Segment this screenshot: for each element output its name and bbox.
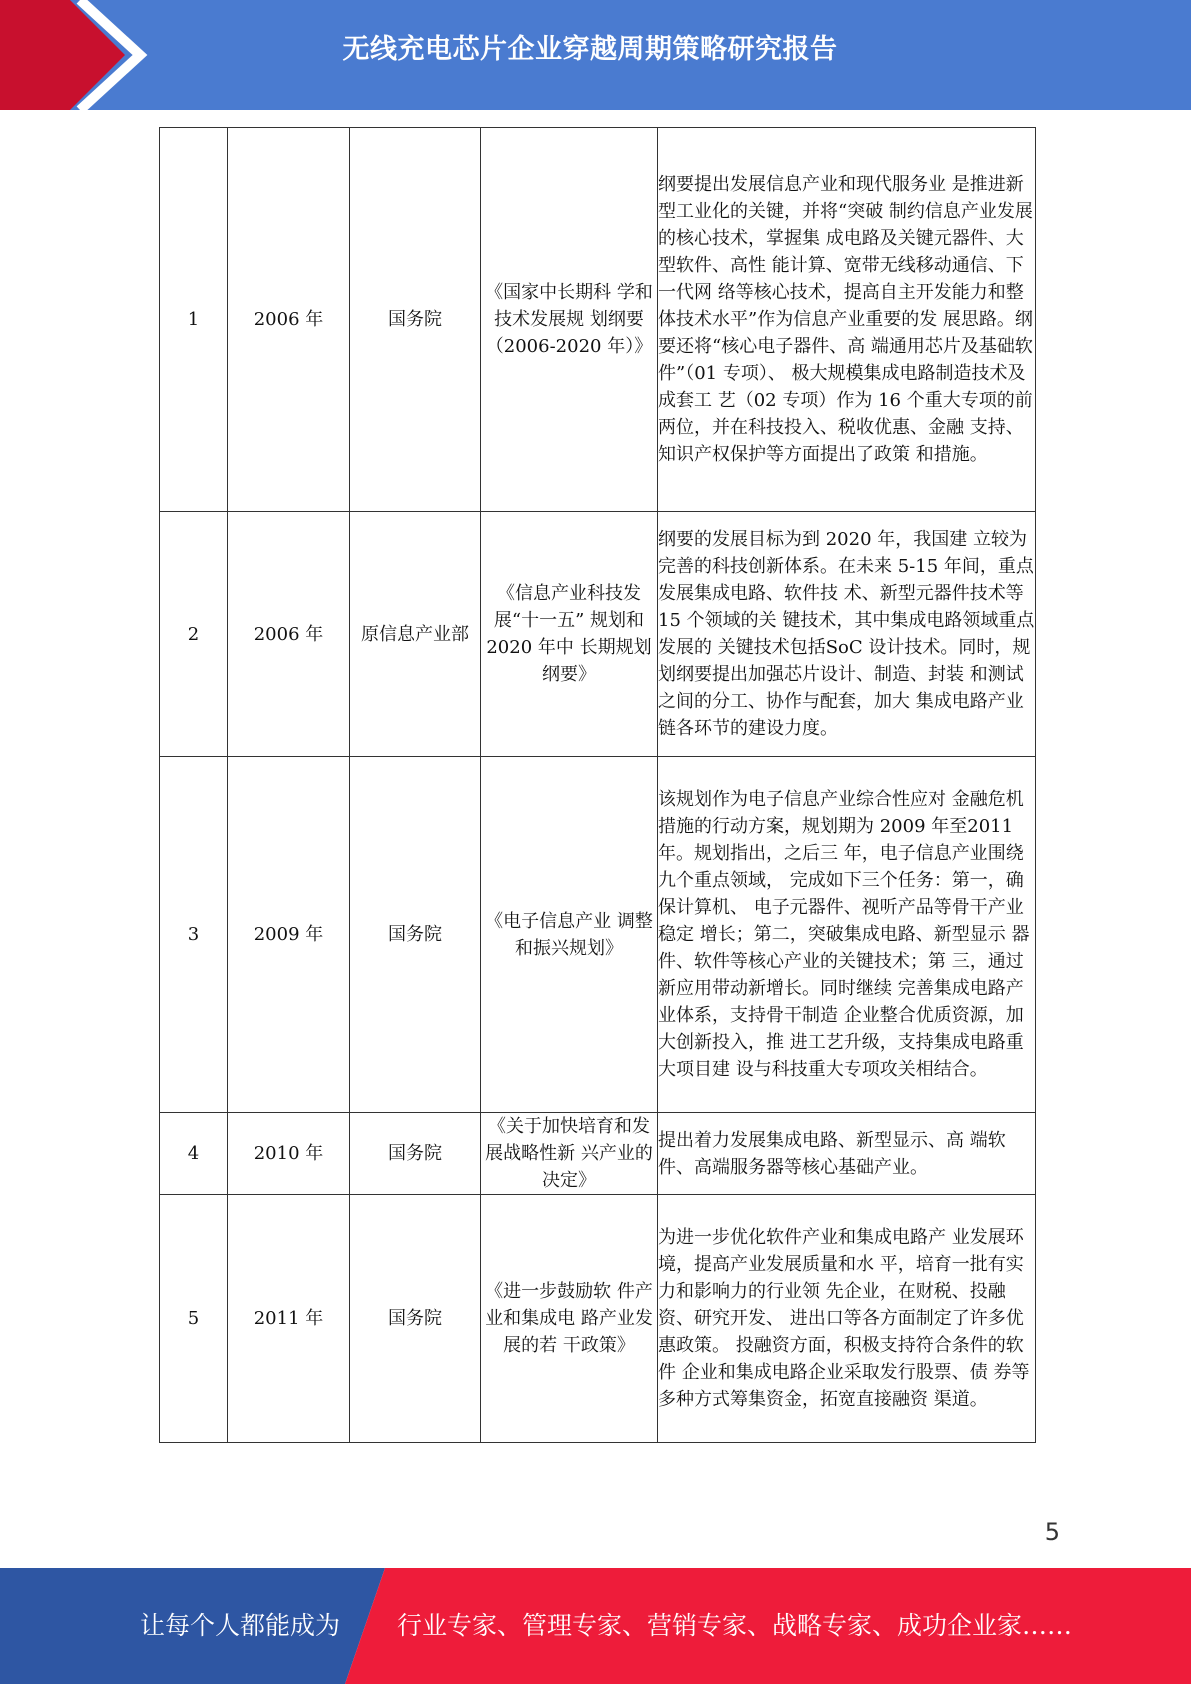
report-title: 无线充电芯片企业穿越周期策略研究报告 bbox=[342, 34, 838, 65]
row-description: 纲要的发展目标为到 2020 年，我国建 立较为完善的科技创新体系。在未来 5-15 年间，重点发展集成电路、软件技 术、新型元器件技术等 15 个领域的关 键技术，其中集成电路领域重点发展的 关键技术包括SoC 设计技术。同时，规 划纲要提出加强芯片设计、制造、封装 和测试之间的分工、协作与配套，加大 集成电路产业链各环节的建设力度。 bbox=[658, 512, 1036, 757]
row-organization: 原信息产业部 bbox=[350, 512, 481, 757]
page-header bbox=[0, 0, 1191, 110]
table-row bbox=[160, 1195, 1036, 1443]
row-document: 《关于加快培育和发展战略性新 兴产业的决定》 bbox=[481, 1113, 658, 1195]
row-document: 《国家中长期科 学和技术发展规 划纲要（2006-2020 年）》 bbox=[481, 128, 658, 512]
table-row bbox=[160, 128, 1036, 512]
footer-slogan-left: 让每个人都能成为 bbox=[140, 1611, 341, 1640]
table-row bbox=[160, 757, 1036, 1113]
row-number: 5 bbox=[160, 1195, 228, 1443]
table-row bbox=[160, 512, 1036, 757]
row-organization: 国务院 bbox=[350, 1113, 481, 1195]
row-year: 2011 年 bbox=[228, 1195, 350, 1443]
header-arrow-decoration bbox=[0, 0, 150, 110]
row-document: 《进一步鼓励软 件产业和集成电 路产业发展的若 干政策》 bbox=[481, 1195, 658, 1443]
row-organization: 国务院 bbox=[350, 128, 481, 512]
row-year: 2006 年 bbox=[228, 512, 350, 757]
row-document: 《信息产业科技发展“十一五” 规划和 2020 年中 长期规划纲要》 bbox=[481, 512, 658, 757]
footer-slogan-right: 行业专家、管理专家、营销专家、战略专家、成功企业家…… bbox=[397, 1611, 1073, 1640]
page-number: 5 bbox=[1044, 1518, 1060, 1546]
row-year: 2009 年 bbox=[228, 757, 350, 1113]
row-organization: 国务院 bbox=[350, 1195, 481, 1443]
row-year: 2010 年 bbox=[228, 1113, 350, 1195]
row-number: 3 bbox=[160, 757, 228, 1113]
page-footer bbox=[0, 1568, 1191, 1684]
row-description: 为进一步优化软件产业和集成电路产 业发展环境，提高产业发展质量和水 平，培育一批有实力和影响力的行业领 先企业，在财税、投融资、研究开发、 进出口等各方面制定了许多优惠政策。 投融资方面，积极支持符合条件的软件 企业和集成电路企业采取发行股票、债 券等多种方式筹集资金，拓宽直接融资 渠道。 bbox=[658, 1195, 1036, 1443]
row-description: 纲要提出发展信息产业和现代服务业 是推进新型工业化的关键，并将“突破 制约信息产业发展的核心技术，掌握集 成电路及关键元器件、大型软件、高性 能计算、宽带无线移动通信、下一代网 络等核心技术，提高自主开发能力和整 体技术水平”作为信息产业重要的发 展思路。纲要还将“核心电子器件、高 端通用芯片及基础软件”（01 专项）、 极大规模集成电路制造技术及成套工 艺（02 专项）作为 16 个重大专项的前 两位，并在科技投入、税收优惠、金融 支持、知识产权保护等方面提出了政策 和措施。 bbox=[658, 128, 1036, 512]
row-description: 该规划作为电子信息产业综合性应对 金融危机措施的行动方案，规划期为 2009 年至2011 年。规划指出，之后三 年，电子信息产业围绕九个重点领域， 完成如下三个任务：第一，确保计算机、 电子元器件、视听产品等骨干产业稳定 增长；第二，突破集成电路、新型显示 器件、软件等核心产业的关键技术；第 三，通过新应用带动新增长。同时继续 完善集成电路产业体系，支持骨干制造 企业整合优质资源，加大创新投入，推 进工艺升级，支持集成电路重大项目建 设与科技重大专项攻关相结合。 bbox=[658, 757, 1036, 1113]
row-description: 提出着力发展集成电路、新型显示、高 端软件、高端服务器等核心基础产业。 bbox=[658, 1113, 1036, 1195]
row-year: 2006 年 bbox=[228, 128, 350, 512]
row-number: 2 bbox=[160, 512, 228, 757]
row-number: 1 bbox=[160, 128, 228, 512]
row-organization: 国务院 bbox=[350, 757, 481, 1113]
policy-table bbox=[159, 127, 1036, 1443]
row-number: 4 bbox=[160, 1113, 228, 1195]
table-row bbox=[160, 1113, 1036, 1195]
row-document: 《电子信息产业 调整和振兴规划》 bbox=[481, 757, 658, 1113]
